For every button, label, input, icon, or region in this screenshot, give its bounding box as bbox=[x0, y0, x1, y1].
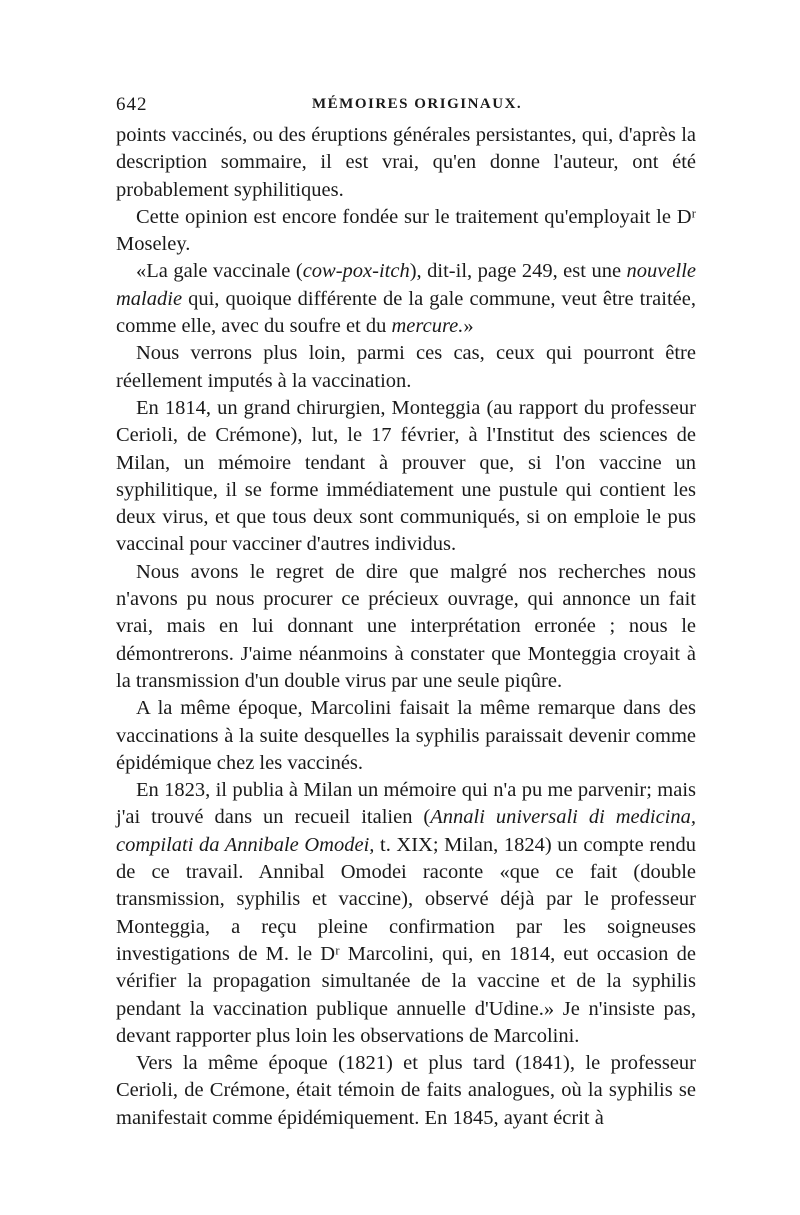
text-segment: t. XIX; Milan, 1824) un compte rendu de ce travail. Annibal Omodei raconte «que ce fait (double transmission, syphilis et vaccine), observé déjà par le professeur Monteggia, a reçu pleine confirmation par les soigneuses investigations de M. le Dʳ Marcolini, qui, en 1814, eut occasion de vérifier la propagation simultanée de la vaccine et de la syphilis pendant la vaccination publique annuelle d'Udine.» Je n'insiste pas, devant rapporter plus loin les observations de Marcolini. bbox=[116, 833, 696, 1047]
italic-text: cow-pox-itch bbox=[302, 260, 410, 283]
running-head bbox=[116, 94, 696, 122]
text-segment: Nous avons le regret de dire que malgré nos recherches nous n'avons pu nous procurer ce précieux ouvrage, qui annonce un fait vrai, mais en lui donnant une interprétation erronée ; nous le démontrerons. J'aime néanmoins à constater que Monteggia croyait à la transmission d'un double virus par une seule piqûre. bbox=[116, 560, 696, 692]
text-segment: qui, quoique différente de la gale commune, veut être traitée, comme elle, avec du soufre et du bbox=[116, 287, 696, 338]
italic-text: Annali universali di medicina, compilati da Annibale Omodei, bbox=[116, 806, 696, 856]
text-segment: ), dit-il, page 249, est une bbox=[409, 260, 627, 283]
paragraph bbox=[116, 559, 696, 695]
page-number: 642 bbox=[116, 94, 148, 115]
paragraph bbox=[116, 340, 696, 395]
italic-text: nouvelle maladie bbox=[116, 260, 696, 310]
paragraph bbox=[116, 258, 696, 340]
text-segment: Nous verrons plus loin, parmi ces cas, ceux qui pourront être réellement imputés à la vaccination. bbox=[116, 342, 696, 392]
paragraph bbox=[116, 122, 696, 204]
text-segment: points vaccinés, ou des éruptions générales persistantes, qui, d'après la description sommaire, il est vrai, qu'en donne l'auteur, ont été probablement syphilitiques. bbox=[116, 124, 696, 201]
body-text bbox=[116, 122, 696, 1132]
text-segment: Vers la même époque (1821) et plus tard (1841), le professeur Cerioli, de Crémone, était témoin de faits analogues, où la syphilis se manifestait comme épidémiquement. En 1845, ayant écrit à bbox=[116, 1052, 696, 1129]
italic-text: mercure. bbox=[391, 315, 464, 338]
text-segment: «La gale vaccinale ( bbox=[136, 260, 303, 283]
paragraph bbox=[116, 777, 696, 1050]
text-segment: Cette opinion est encore fondée sur le traitement qu'employait le Dʳ Moseley. bbox=[116, 205, 696, 256]
paragraph bbox=[116, 204, 696, 259]
paragraph bbox=[116, 1050, 696, 1132]
text-segment: » bbox=[463, 315, 474, 338]
paragraph bbox=[116, 695, 696, 777]
text-segment: En 1823, il publia à Milan un mémoire qui n'a pu me parvenir; mais j'ai trouvé dans un recueil italien ( bbox=[116, 779, 696, 829]
text-segment: En 1814, un grand chirurgien, Monteggia (au rapport du professeur Cerioli, de Crémone), lut, le 17 février, à l'Institut des sciences de Milan, un mémoire tendant à prouver que, si l'on vaccine un syphilitique, il se forme immédiatement une pustule qui contient les deux virus, et que tous deux sont communiqués, si on emploie le pus vaccinal pour vacciner d'autres individus. bbox=[116, 396, 696, 556]
text-segment: A la même époque, Marcolini faisait la même remarque dans des vaccinations à la suite desquelles la syphilis paraissait devenir comme épidémique chez les vaccinés. bbox=[116, 697, 696, 774]
running-title: MÉMOIRES ORIGINAUX. bbox=[312, 96, 523, 112]
paragraph bbox=[116, 395, 696, 559]
